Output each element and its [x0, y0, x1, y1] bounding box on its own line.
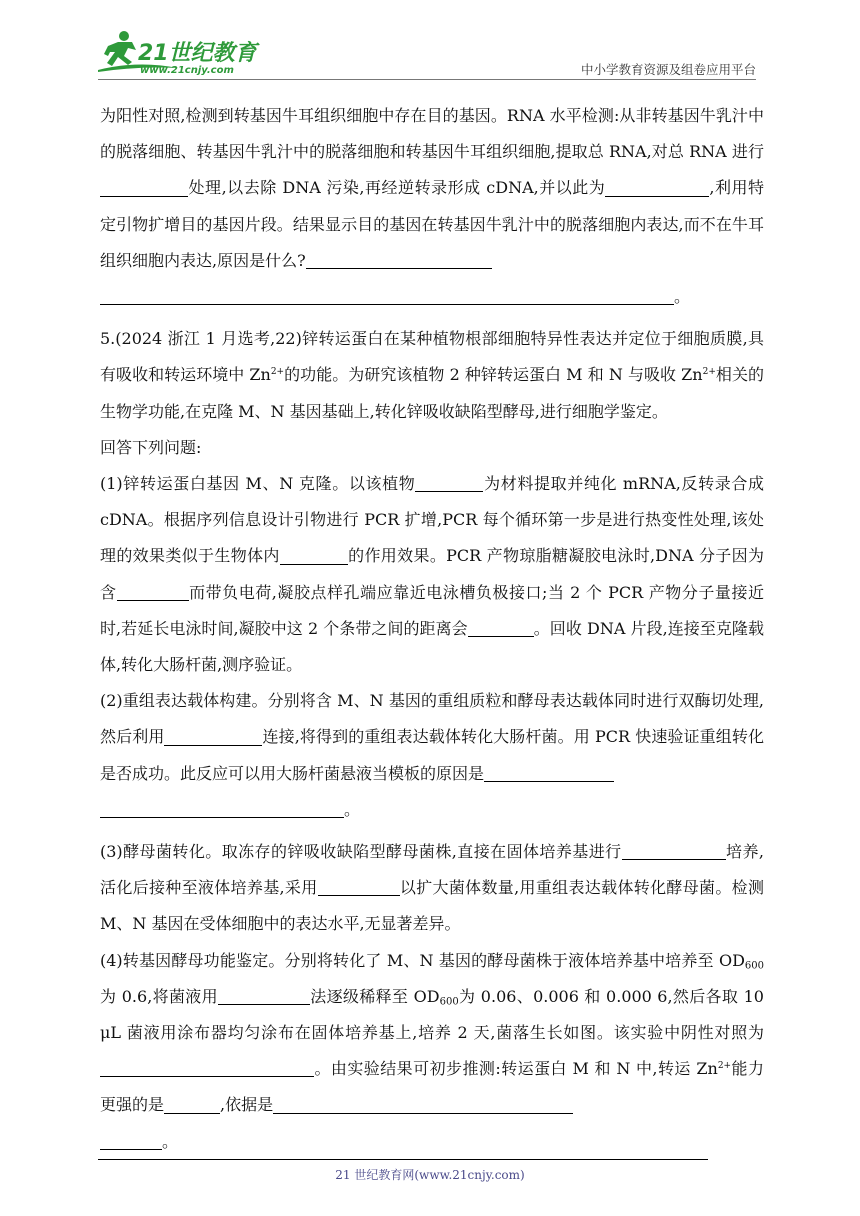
answer-blank[interactable]: [273, 1096, 573, 1114]
answer-blank[interactable]: [306, 251, 492, 269]
answer-blank[interactable]: [100, 1060, 314, 1078]
subquestion-3: (3)酵母菌转化。取冻存的锌吸收缺陷型酵母菌株,直接在固体培养基进行 培养,活化后接种至液体培养基,采用 以扩大菌体数量,用重组表达载体转化酵母菌。检测 M、N 基因在受体细胞中的表达水平,无显著差异。: [100, 842, 764, 934]
answer-blank[interactable]: [164, 1096, 220, 1114]
answer-blank[interactable]: [164, 728, 262, 746]
platform-title: 中小学教育资源及组卷应用平台: [580, 62, 756, 77]
answer-blank[interactable]: [100, 287, 674, 305]
answer-blank[interactable]: [468, 619, 534, 637]
answer-blank[interactable]: [280, 547, 348, 565]
answer-blank[interactable]: [605, 179, 709, 197]
site-logo: [98, 30, 268, 76]
answer-blank[interactable]: [100, 800, 344, 818]
answer-blank[interactable]: [318, 879, 400, 897]
footer-rule: [98, 1159, 708, 1160]
answer-blank[interactable]: [100, 1132, 162, 1150]
header-rule: [98, 79, 756, 80]
answer-blank[interactable]: [117, 583, 189, 601]
instruction: 回答下列问题:: [100, 437, 202, 457]
subquestion-2: (2)重组表达载体构建。分别将含 M、N 基因的重组质粒和酵母表达载体同时进行双酶切处理,然后利用 连接,将得到的重组表达载体转化大肠杆菌。用 PCR 快速验证重组转化是否成功。此反应可以用大肠杆菌悬液当模板的原因是 。: [100, 691, 764, 819]
subquestion-1: (1)锌转运蛋白基因 M、N 克隆。以该植物 为材料提取并纯化 mRNA,反转录合成 cDNA。根据序列信息设计引物进行 PCR 扩增,PCR 每个循环第一步是进行热变性处理,该处理的效果类似于生物体内 的作用效果。PCR 产物琼脂糖凝胶电泳时,DNA 分子因为含 而带负电荷,凝胶点样孔端应靠近电泳槽负极接口;当 2 个 PCR 产物分子量接近时,若延长电泳时间,凝胶中这 2 个条带之间的距离会 。回收 DNA 片段,连接至克隆载体,转化大肠杆菌,测序验证。: [100, 474, 764, 675]
logo-url: www.21cnjy.com: [140, 65, 234, 76]
document-body: [100, 98, 764, 1160]
footer-text: 21 世纪教育网(www.21cnjy.com): [335, 1168, 525, 1182]
paragraph-rna-detection: 为阳性对照,检测到转基因牛耳组织细胞中存在目的基因。RNA 水平检测:从非转基因牛乳汁中的脱落细胞、转基因牛乳汁中的脱落细胞和转基因牛耳组织细胞,提取总 RNA,对总 RNA 进行处理,以去除 DNA 污染,再经逆转录形成 cDNA,并以此为 ,利用特定引物扩增目的基因片段。结果显示目的基因在转基因牛乳汁中的脱落细胞内表达,而不在牛耳组织细胞内表达,原因是什么? 。: [100, 106, 765, 307]
answer-blank[interactable]: [622, 842, 726, 860]
page-header: [0, 0, 860, 82]
logo-text: 21世纪教育: [138, 41, 257, 66]
subquestion-4: (4)转基因酵母功能鉴定。分别将转化了 M、N 基因的酵母菌株于液体培养基中培养至 $OD_{600}$为 0.6,将菌液用 法逐级稀释至 $OD_{600}$为 0.06、0.006 和 0.000 6,然后各取 10 μL 菌液用涂布器均匀涂布在固体培养基上,培养 2 天,菌落生长如图。该实验中阴性对照为。由实验结果可初步推测:转运蛋白 M 和 N 中,转运 $Zn^{2+}$能力更强的是 ,依据是 。: [100, 950, 764, 1151]
answer-blank[interactable]: [100, 179, 188, 197]
question-5-stem: 5.(2024 浙江 1 月选考,22)锌转运蛋白在某种植物根部细胞特异性表达并定位于细胞质膜,具有吸收和转运环境中 $Zn^{2+}$的功能。为研究该植物 2 种锌转运蛋白 M 和 N 与吸收 $Zn^{2+}$相关的生物学功能,在克隆 M、N 基因基础上,转化锌吸收缺陷型酵母,进行细胞学鉴定。: [100, 329, 764, 421]
answer-blank[interactable]: [484, 764, 614, 782]
answer-blank[interactable]: [415, 474, 483, 492]
answer-blank[interactable]: [218, 987, 310, 1005]
